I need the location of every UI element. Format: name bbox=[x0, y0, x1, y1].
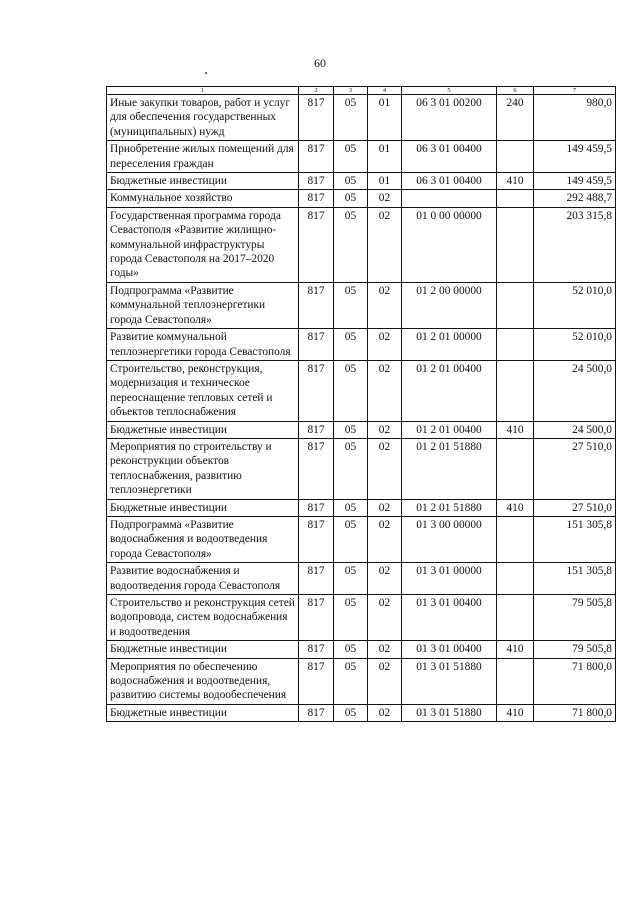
target-article-cell: 01 3 01 51880 bbox=[402, 704, 497, 721]
expense-type-cell: 410 bbox=[497, 173, 534, 190]
table-row bbox=[107, 190, 616, 207]
row-name-cell: Развитие водоснабжения и водоотведения города Севастополя bbox=[107, 563, 299, 595]
row-name-cell: Коммунальное хозяйство bbox=[107, 190, 299, 207]
expense-type-cell bbox=[497, 360, 534, 421]
subsection-cell: 02 bbox=[368, 516, 402, 562]
expense-type-cell bbox=[497, 516, 534, 562]
amount-cell: 151 305,8 bbox=[534, 563, 616, 595]
target-article-cell: 01 2 01 51880 bbox=[402, 438, 497, 499]
row-name-cell: Развитие коммунальной теплоэнергетики города Севастополя bbox=[107, 329, 299, 361]
header-row bbox=[107, 87, 616, 95]
code-cell: 817 bbox=[299, 563, 334, 595]
amount-cell: 292 488,7 bbox=[534, 190, 616, 207]
section-cell: 05 bbox=[334, 329, 368, 361]
row-name-cell: Строительство, реконструкция, модернизация и техническое переоснащение тепловых сетей и объектов теплоснабжения bbox=[107, 360, 299, 421]
table-row bbox=[107, 438, 616, 499]
table-row bbox=[107, 207, 616, 282]
subsection-cell: 02 bbox=[368, 641, 402, 658]
amount-cell: 980,0 bbox=[534, 95, 616, 141]
row-name-cell: Бюджетные инвестиции bbox=[107, 499, 299, 516]
table-row bbox=[107, 173, 616, 190]
section-cell: 05 bbox=[334, 173, 368, 190]
row-name-cell: Бюджетные инвестиции bbox=[107, 173, 299, 190]
code-cell: 817 bbox=[299, 207, 334, 282]
expense-type-cell: 410 bbox=[497, 421, 534, 438]
amount-cell: 71 800,0 bbox=[534, 704, 616, 721]
target-article-cell: 01 2 01 00400 bbox=[402, 360, 497, 421]
amount-cell: 71 800,0 bbox=[534, 658, 616, 704]
amount-cell: 151 305,8 bbox=[534, 516, 616, 562]
expense-type-cell bbox=[497, 563, 534, 595]
section-cell: 05 bbox=[334, 438, 368, 499]
subsection-cell: 02 bbox=[368, 595, 402, 641]
target-article-cell: 01 3 01 51880 bbox=[402, 658, 497, 704]
code-cell: 817 bbox=[299, 658, 334, 704]
table-row bbox=[107, 704, 616, 721]
code-cell: 817 bbox=[299, 704, 334, 721]
subsection-cell: 01 bbox=[368, 173, 402, 190]
expense-type-cell: 240 bbox=[497, 95, 534, 141]
table-row bbox=[107, 658, 616, 704]
section-cell: 05 bbox=[334, 658, 368, 704]
amount-cell: 27 510,0 bbox=[534, 438, 616, 499]
expense-type-cell bbox=[497, 282, 534, 328]
table-row bbox=[107, 360, 616, 421]
header-cell: 7 bbox=[534, 87, 616, 95]
section-cell: 05 bbox=[334, 360, 368, 421]
expense-type-cell bbox=[497, 207, 534, 282]
row-name-cell: Государственная программа города Севастополя «Развитие жилищно-коммунальной инфраструктуры города Севастополя на 2017–2020 годы» bbox=[107, 207, 299, 282]
code-cell: 817 bbox=[299, 282, 334, 328]
code-cell: 817 bbox=[299, 595, 334, 641]
subsection-cell: 02 bbox=[368, 563, 402, 595]
code-cell: 817 bbox=[299, 190, 334, 207]
code-cell: 817 bbox=[299, 516, 334, 562]
expense-type-cell: 410 bbox=[497, 499, 534, 516]
code-cell: 817 bbox=[299, 499, 334, 516]
code-cell: 817 bbox=[299, 421, 334, 438]
page-number: 60 bbox=[314, 56, 326, 70]
table-body bbox=[107, 95, 616, 722]
row-name-cell: Иные закупки товаров, работ и услуг для обеспечения государственных (муниципальных) нужд bbox=[107, 95, 299, 141]
section-cell: 05 bbox=[334, 207, 368, 282]
row-name-cell: Строительство и реконструкция сетей водопровода, систем водоснабжения и водоотведения bbox=[107, 595, 299, 641]
code-cell: 817 bbox=[299, 329, 334, 361]
table-row bbox=[107, 516, 616, 562]
expense-type-cell bbox=[497, 190, 534, 207]
table-row bbox=[107, 595, 616, 641]
table-row bbox=[107, 95, 616, 141]
target-article-cell: 06 3 01 00400 bbox=[402, 173, 497, 190]
row-name-cell: Подпрограмма «Развитие коммунальной теплоэнергетики города Севастополя» bbox=[107, 282, 299, 328]
table-header bbox=[107, 87, 616, 95]
table-row bbox=[107, 141, 616, 173]
table-row bbox=[107, 563, 616, 595]
expense-type-cell bbox=[497, 141, 534, 173]
code-cell: 817 bbox=[299, 141, 334, 173]
expense-type-cell: 410 bbox=[497, 704, 534, 721]
header-cell: 2 bbox=[299, 87, 334, 95]
header-cell: 4 bbox=[368, 87, 402, 95]
section-cell: 05 bbox=[334, 563, 368, 595]
header-cell: 3 bbox=[334, 87, 368, 95]
code-cell: 817 bbox=[299, 641, 334, 658]
row-name-cell: Бюджетные инвестиции bbox=[107, 421, 299, 438]
target-article-cell: 06 3 01 00200 bbox=[402, 95, 497, 141]
code-cell: 817 bbox=[299, 95, 334, 141]
header-cell: 5 bbox=[402, 87, 497, 95]
amount-cell: 24 500,0 bbox=[534, 421, 616, 438]
amount-cell: 52 010,0 bbox=[534, 282, 616, 328]
row-name-cell: Бюджетные инвестиции bbox=[107, 641, 299, 658]
row-name-cell: Бюджетные инвестиции bbox=[107, 704, 299, 721]
section-cell: 05 bbox=[334, 641, 368, 658]
scan-speck bbox=[205, 72, 207, 74]
target-article-cell: 01 2 00 00000 bbox=[402, 282, 497, 328]
expense-type-cell bbox=[497, 438, 534, 499]
subsection-cell: 02 bbox=[368, 421, 402, 438]
target-article-cell: 01 3 01 00400 bbox=[402, 641, 497, 658]
expense-type-cell bbox=[497, 658, 534, 704]
amount-cell: 27 510,0 bbox=[534, 499, 616, 516]
header-cell: 6 bbox=[497, 87, 534, 95]
target-article-cell bbox=[402, 190, 497, 207]
amount-cell: 24 500,0 bbox=[534, 360, 616, 421]
code-cell: 817 bbox=[299, 438, 334, 499]
row-name-cell: Подпрограмма «Развитие водоснабжения и водоотведения города Севастополя» bbox=[107, 516, 299, 562]
section-cell: 05 bbox=[334, 499, 368, 516]
amount-cell: 203 315,8 bbox=[534, 207, 616, 282]
section-cell: 05 bbox=[334, 190, 368, 207]
amount-cell: 149 459,5 bbox=[534, 141, 616, 173]
expense-type-cell bbox=[497, 595, 534, 641]
amount-cell: 79 505,8 bbox=[534, 641, 616, 658]
expense-type-cell: 410 bbox=[497, 641, 534, 658]
section-cell: 05 bbox=[334, 421, 368, 438]
table-row bbox=[107, 499, 616, 516]
code-cell: 817 bbox=[299, 173, 334, 190]
section-cell: 05 bbox=[334, 282, 368, 328]
subsection-cell: 02 bbox=[368, 438, 402, 499]
amount-cell: 149 459,5 bbox=[534, 173, 616, 190]
target-article-cell: 01 3 01 00400 bbox=[402, 595, 497, 641]
table-row bbox=[107, 329, 616, 361]
expense-type-cell bbox=[497, 329, 534, 361]
row-name-cell: Мероприятия по обеспечению водоснабжения и водоотведения, развитию системы водообеспечения bbox=[107, 658, 299, 704]
target-article-cell: 06 3 01 00400 bbox=[402, 141, 497, 173]
table-row bbox=[107, 641, 616, 658]
subsection-cell: 02 bbox=[368, 282, 402, 328]
subsection-cell: 02 bbox=[368, 329, 402, 361]
target-article-cell: 01 2 01 00400 bbox=[402, 421, 497, 438]
row-name-cell: Приобретение жилых помещений для переселения граждан bbox=[107, 141, 299, 173]
table-row bbox=[107, 282, 616, 328]
target-article-cell: 01 0 00 00000 bbox=[402, 207, 497, 282]
section-cell: 05 bbox=[334, 595, 368, 641]
section-cell: 05 bbox=[334, 516, 368, 562]
amount-cell: 52 010,0 bbox=[534, 329, 616, 361]
subsection-cell: 02 bbox=[368, 207, 402, 282]
section-cell: 05 bbox=[334, 141, 368, 173]
subsection-cell: 02 bbox=[368, 704, 402, 721]
code-cell: 817 bbox=[299, 360, 334, 421]
table-row bbox=[107, 421, 616, 438]
subsection-cell: 02 bbox=[368, 658, 402, 704]
target-article-cell: 01 2 01 00000 bbox=[402, 329, 497, 361]
subsection-cell: 02 bbox=[368, 190, 402, 207]
subsection-cell: 01 bbox=[368, 95, 402, 141]
target-article-cell: 01 3 01 00000 bbox=[402, 563, 497, 595]
budget-table bbox=[106, 86, 616, 722]
section-cell: 05 bbox=[334, 95, 368, 141]
amount-cell: 79 505,8 bbox=[534, 595, 616, 641]
target-article-cell: 01 2 01 51880 bbox=[402, 499, 497, 516]
target-article-cell: 01 3 00 00000 bbox=[402, 516, 497, 562]
row-name-cell: Мероприятия по строительству и реконструкции объектов теплоснабжения, развитию теплоэнергетики bbox=[107, 438, 299, 499]
subsection-cell: 01 bbox=[368, 141, 402, 173]
header-cell: 1 bbox=[107, 87, 299, 95]
section-cell: 05 bbox=[334, 704, 368, 721]
subsection-cell: 02 bbox=[368, 360, 402, 421]
subsection-cell: 02 bbox=[368, 499, 402, 516]
